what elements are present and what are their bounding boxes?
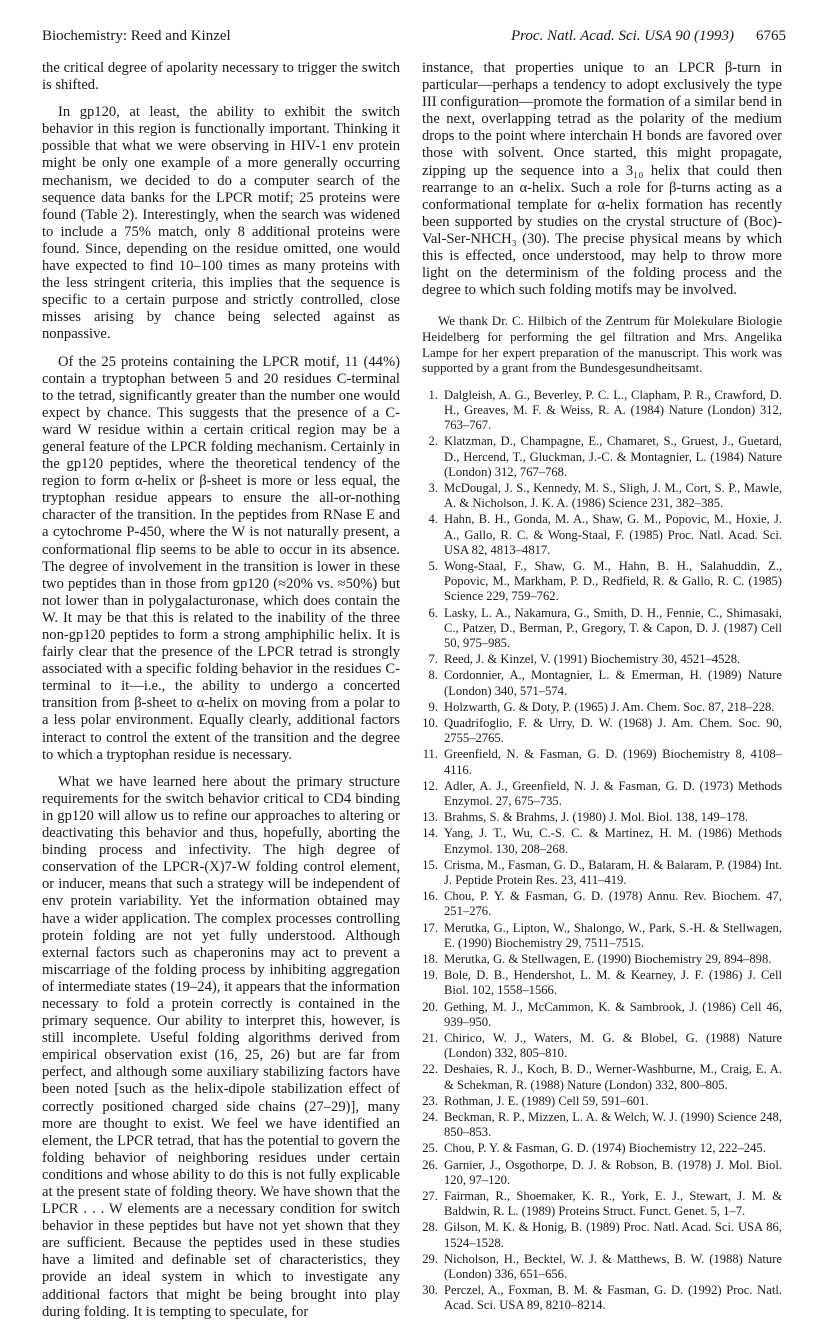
- reference-item: [422, 559, 782, 605]
- reference-item: [422, 512, 782, 558]
- reference-number: 21.: [422, 1031, 438, 1046]
- reference-item: [422, 668, 782, 698]
- right-text-column: [422, 60, 782, 1315]
- reference-number: 12.: [422, 778, 438, 793]
- reference-item: [422, 810, 782, 825]
- reference-number: 9.: [428, 699, 438, 714]
- reference-item: [422, 606, 782, 652]
- reference-number: 3.: [428, 480, 438, 495]
- reference-number: 28.: [422, 1220, 438, 1235]
- reference-text: Perczel, A., Foxman, B. M. & Fasman, G. D. (1992) Proc. Natl. Acad. Sci. USA 89, 8210–8214.: [444, 1283, 782, 1313]
- reference-text: Dalgleish, A. G., Beverley, P. C. L., Clapham, P. R., Crawford, D. H., Greaves, M. F. & Weiss, R. A. (1984) Nature (London) 312, 763–767.: [444, 387, 782, 433]
- reference-number: 25.: [422, 1141, 438, 1156]
- running-header-authors: Biochemistry: Reed and Kinzel: [42, 28, 231, 44]
- reference-item: [422, 1110, 782, 1140]
- reference-item: [422, 1141, 782, 1156]
- reference-text: Crisma, M., Fasman, G. D., Balaram, H. & Balaram, P. (1984) Int. J. Peptide Protein Res. 23, 411–419.: [444, 857, 782, 887]
- reference-item: [422, 952, 782, 967]
- reference-text: Lasky, L. A., Nakamura, G., Smith, D. H., Fennie, C., Shimasaki, C., Patzer, D., Berman, P., Gregory, T. & Capon, D. J. (1987) Cell 50, 975–985.: [444, 605, 782, 650]
- reference-text: Holzwarth, G. & Doty, P. (1965) J. Am. Chem. Soc. 87, 218–228.: [444, 699, 775, 714]
- reference-text: Adler, A. J., Greenfield, N. J. & Fasman, G. D. (1973) Methods Enzymol. 27, 675–735.: [444, 778, 782, 808]
- body-paragraph: instance, that properties unique to an LPCR β-turn in particular—perhaps a tendency to adopt exclusively the type III configuration—promote the formation of a similar bend in the next, overlapping tetrad as the polarity of the medium drops to the point where interchain H bonds are favored over those with solvent. Once started, this might propagate, zipping up the sequence into a 3₁₀ helix that could then rearrange to an α-helix. Such a role for β-turns acting as a conformational template for α-helix formation has recently been supported by studies on the crystal structure of (Boc)-Val-Ser-NHCH₃ (30). The precise physical means by which this is effected, once understood, may help to throw more light on the determinism of the folding process and the degree to which such folding motifs may be involved.: [422, 60, 782, 299]
- reference-item: [422, 1031, 782, 1061]
- reference-text: Beckman, R. P., Mizzen, L. A. & Welch, W. J. (1990) Science 248, 850–853.: [444, 1110, 782, 1140]
- reference-number: 19.: [422, 968, 438, 983]
- page-number: 6765: [756, 28, 786, 44]
- reference-text: Quadrifoglio, F. & Urry, D. W. (1968) J. Am. Chem. Soc. 90, 2755–2765.: [444, 715, 782, 746]
- reference-text: Chou, P. Y. & Fasman, G. D. (1978) Annu. Rev. Biochem. 47, 251–276.: [444, 889, 782, 919]
- reference-number: 20.: [422, 999, 438, 1014]
- reference-text: Nicholson, H., Becktel, W. J. & Matthews, B. W. (1988) Nature (London) 336, 651–656.: [444, 1251, 782, 1282]
- reference-item: [422, 388, 782, 434]
- reference-item: [422, 779, 782, 809]
- reference-item: [422, 700, 782, 715]
- reference-number: 7.: [428, 652, 438, 667]
- reference-number: 16.: [422, 889, 438, 904]
- reference-item: [422, 1158, 782, 1188]
- reference-number: 6.: [428, 605, 438, 620]
- reference-number: 8.: [428, 668, 438, 683]
- reference-item: [422, 434, 782, 480]
- reference-number: 24.: [422, 1110, 438, 1125]
- reference-text: Merutka, G. & Stellwagen, E. (1990) Biochemistry 29, 894–898.: [444, 952, 772, 966]
- reference-item: [422, 889, 782, 919]
- reference-number: 23.: [422, 1093, 438, 1108]
- reference-item: [422, 858, 782, 888]
- journal-citation: Proc. Natl. Acad. Sci. USA 90 (1993): [510, 28, 734, 44]
- reference-text: Wong-Staal, F., Shaw, G. M., Hahn, B. H., Salahuddin, Z., Popovic, M., Markham, P. D., Redfield, R. & Gallo, R. C. (1985) Science 229, 759–762.: [444, 558, 782, 604]
- reference-item: [422, 716, 782, 746]
- reference-number: 15.: [422, 857, 438, 872]
- reference-text: Chou, P. Y. & Fasman, G. D. (1974) Biochemistry 12, 222–245.: [444, 1141, 766, 1156]
- body-paragraph: Of the 25 proteins containing the LPCR motif, 11 (44%) contain a tryptophan between 5 and 20 residues C-terminal to the tetrad, significantly greater than the number one would expect by chance. This suggests that the presence of a C-ward W residue within a certain critical region may be a general feature of the LPCR folding mechanism. Certainly in the gp120 peptides, where the theoretical tendency of the region to form α-helix or β-sheet is more or less equal, the tryptophan residue appears to ensure the all-or-nothing character of the transition. In the peptides from RNase E and a cytochrome P-450, where the W is not naturally present, a conformational flip seems to be able to occur in its absence. The degree of involvement in the transition is lower in these two peptides than in those from gp120 (≈20% vs. ≈50%) but not lower than in polygalacturonase, which does contain the W. It may be that this is related to the inability of the three non-gp120 peptides to form a strong amphiphilic helix. It is fairly clear that the presence of the LPCR tetrad is strongly associated with a specific folding behavior in the residues C-terminal to it—i.e., the ability to undergo a concerted transition from β-sheet to α-helix on moving from a polar to a less polar environment. Equally clearly, additional factors interact to control the extent of the transition and the degree to which a tryptophan residue is necessary.: [42, 353, 400, 763]
- reference-number: 13.: [422, 810, 438, 825]
- reference-item: [422, 481, 782, 511]
- running-header-journal: [511, 28, 786, 45]
- body-paragraph: In gp120, at least, the ability to exhibit the switch behavior in this region is functionally important. Thinking it possible that what we were observing in HIV-1 env protein might be only one example of a more generally occurring mechanism, we decided to do a computer search of the sequence data banks for the LPCR motif; 25 proteins were found (Table 2). Interestingly, when the search was widened to include a 75% match, only 8 additional proteins were found. Since, depending on the residue omitted, one would have expected to find 10–100 times as many proteins with the less stringent criteria, this implies that the sequence is specific to a certain purpose and strictly controlled, close misses arising by chance being selected against as nonpassive.: [42, 104, 400, 343]
- reference-text: Gilson, M. K. & Honig, B. (1989) Proc. Natl. Acad. Sci. USA 86, 1524–1528.: [444, 1220, 782, 1250]
- reference-item: [422, 1000, 782, 1030]
- reference-item: [422, 747, 782, 777]
- reference-text: Merutka, G., Lipton, W., Shalongo, W., Park, S.-H. & Stellwagen, E. (1990) Biochemistry 29, 7511–7515.: [444, 920, 782, 950]
- reference-number: 22.: [422, 1062, 438, 1077]
- body-paragraph: the critical degree of apolarity necessary to trigger the switch is shifted.: [42, 60, 400, 94]
- reference-number: 1.: [428, 387, 438, 402]
- reference-item: [422, 1062, 782, 1092]
- left-text-column: [42, 60, 400, 1323]
- reference-number: 17.: [422, 920, 438, 935]
- reference-text: Bole, D. B., Hendershot, L. M. & Kearney, J. F. (1986) J. Cell Biol. 102, 1558–1566.: [444, 968, 782, 998]
- reference-number: 5.: [428, 558, 438, 573]
- reference-number: 10.: [422, 715, 438, 730]
- reference-text: Rothman, J. E. (1989) Cell 59, 591–601.: [444, 1093, 649, 1108]
- reference-text: Cordonnier, A., Montagnier, L. & Emerman, H. (1989) Nature (London) 340, 571–574.: [444, 668, 782, 698]
- reference-item: [422, 826, 782, 856]
- reference-text: Klatzman, D., Champagne, E., Chamaret, S., Gruest, J., Guetard, D., Hercend, T., Gluckman, J.-C. & Montagnier, L. (1984) Nature (London) 312, 767–768.: [444, 434, 782, 479]
- reference-number: 29.: [422, 1251, 438, 1266]
- reference-text: Reed, J. & Kinzel, V. (1991) Biochemistry 30, 4521–4528.: [444, 652, 741, 667]
- reference-text: Gething, M. J., McCammon, K. & Sambrook, J. (1986) Cell 46, 939–950.: [444, 999, 782, 1029]
- reference-item: [422, 921, 782, 951]
- reference-number: 30.: [422, 1283, 438, 1298]
- reference-number: 11.: [422, 747, 438, 762]
- reference-number: 27.: [422, 1189, 438, 1204]
- acknowledgment: We thank Dr. C. Hilbich of the Zentrum für Molekulare Biologie Heidelberg for performing the gel filtration and Mrs. Angelika Lampe for her expert preparation of the manuscript. This work was supported by a grant from the Bundesgesundheitsamt.: [422, 313, 782, 376]
- reference-text: Fairman, R., Shoemaker, K. R., York, E. J., Stewart, J. M. & Baldwin, R. L. (1989) Proteins Struct. Funct. Genet. 5, 1–7.: [444, 1189, 782, 1219]
- reference-number: 4.: [428, 512, 438, 527]
- reference-item: [422, 1220, 782, 1250]
- reference-number: 26.: [422, 1157, 438, 1172]
- reference-text: Garnier, J., Osgothorpe, D. J. & Robson, B. (1978) J. Mol. Biol. 120, 97–120.: [444, 1157, 782, 1187]
- body-paragraph: What we have learned here about the primary structure requirements for the switch behavior critical to CD4 binding in gp120 will allow us to refine our approaches to altering or deactivating this behavior and thus, hopefully, aborting the binding process and infectivity. The high degree of conservation of the LPCR-(X)7-W folding control element, or inducer, means that such a strategy will be independent of env protein variability. Yet the information obtained may have a wider application. The complex processes controlling protein folding are not yet fully understood. Although external factors such as chaperonins may act to prevent a miscarriage of the folding process by inhibiting aggregation of intermediate states (19–24), it appears that the information necessary to fold a protein correctly is contained in the primary sequence. Our ability to interpret this, however, is still incomplete. Useful folding algorithms derived from empirical observation exist (16, 25, 26) but are far from perfect, and although some auxiliary stabilizing factors have been noted [such as the helix-dipole stabilization effect of correctly positioned charged side chains (27–29)], many more are thought to exist. We feel we have identified an element, the LPCR tetrad, that has the potential to govern the folding behavior of neighboring residues under certain conditions and whose ability to do this is not fully explicable at the present state of folding theory. We have shown that the LPCR . . . W elements are a necessary condition for switch behavior in these peptides but have not yet shown that they are sufficient. Because the peptides used in these studies have a limited and definable set of characteristics, they provide an ideal system in which to investigate any additional factors that might be being brought into play during folding. It is tempting to speculate, for: [42, 773, 400, 1320]
- reference-item: [422, 968, 782, 998]
- reference-text: McDougal, J. S., Kennedy, M. S., Sligh, J. M., Cort, S. P., Mawle, A. & Nicholson, J. K. A. (1986) Science 231, 382–385.: [444, 480, 782, 511]
- reference-number: 18.: [422, 952, 438, 966]
- reference-text: Yang, J. T., Wu, C.-S. C. & Martinez, H. M. (1986) Methods Enzymol. 130, 208–268.: [444, 826, 782, 856]
- reference-item: [422, 1252, 782, 1282]
- reference-text: Chirico, W. J., Waters, M. G. & Blobel, G. (1988) Nature (London) 332, 805–810.: [444, 1031, 782, 1061]
- reference-text: Hahn, B. H., Gonda, M. A., Shaw, G. M., Popovic, M., Hoxie, J. A., Gallo, R. C. & Wong-Staal, F. (1985) Proc. Natl. Acad. Sci. USA 82, 4813–4817.: [444, 512, 782, 557]
- reference-number: 2.: [428, 434, 438, 449]
- reference-item: [422, 1189, 782, 1219]
- reference-item: [422, 1094, 782, 1109]
- reference-item: [422, 1283, 782, 1313]
- reference-text: Deshaies, R. J., Koch, B. D., Werner-Washburne, M., Craig, E. A. & Schekman, R. (1988) Nature (London) 332, 800–805.: [444, 1062, 782, 1092]
- reference-item: [422, 652, 782, 667]
- reference-number: 14.: [422, 826, 438, 841]
- reference-text: Brahms, S. & Brahms, J. (1980) J. Mol. Biol. 138, 149–178.: [444, 810, 749, 825]
- reference-list: [422, 388, 782, 1314]
- reference-text: Greenfield, N. & Fasman, G. D. (1969) Biochemistry 8, 4108–4116.: [444, 747, 782, 777]
